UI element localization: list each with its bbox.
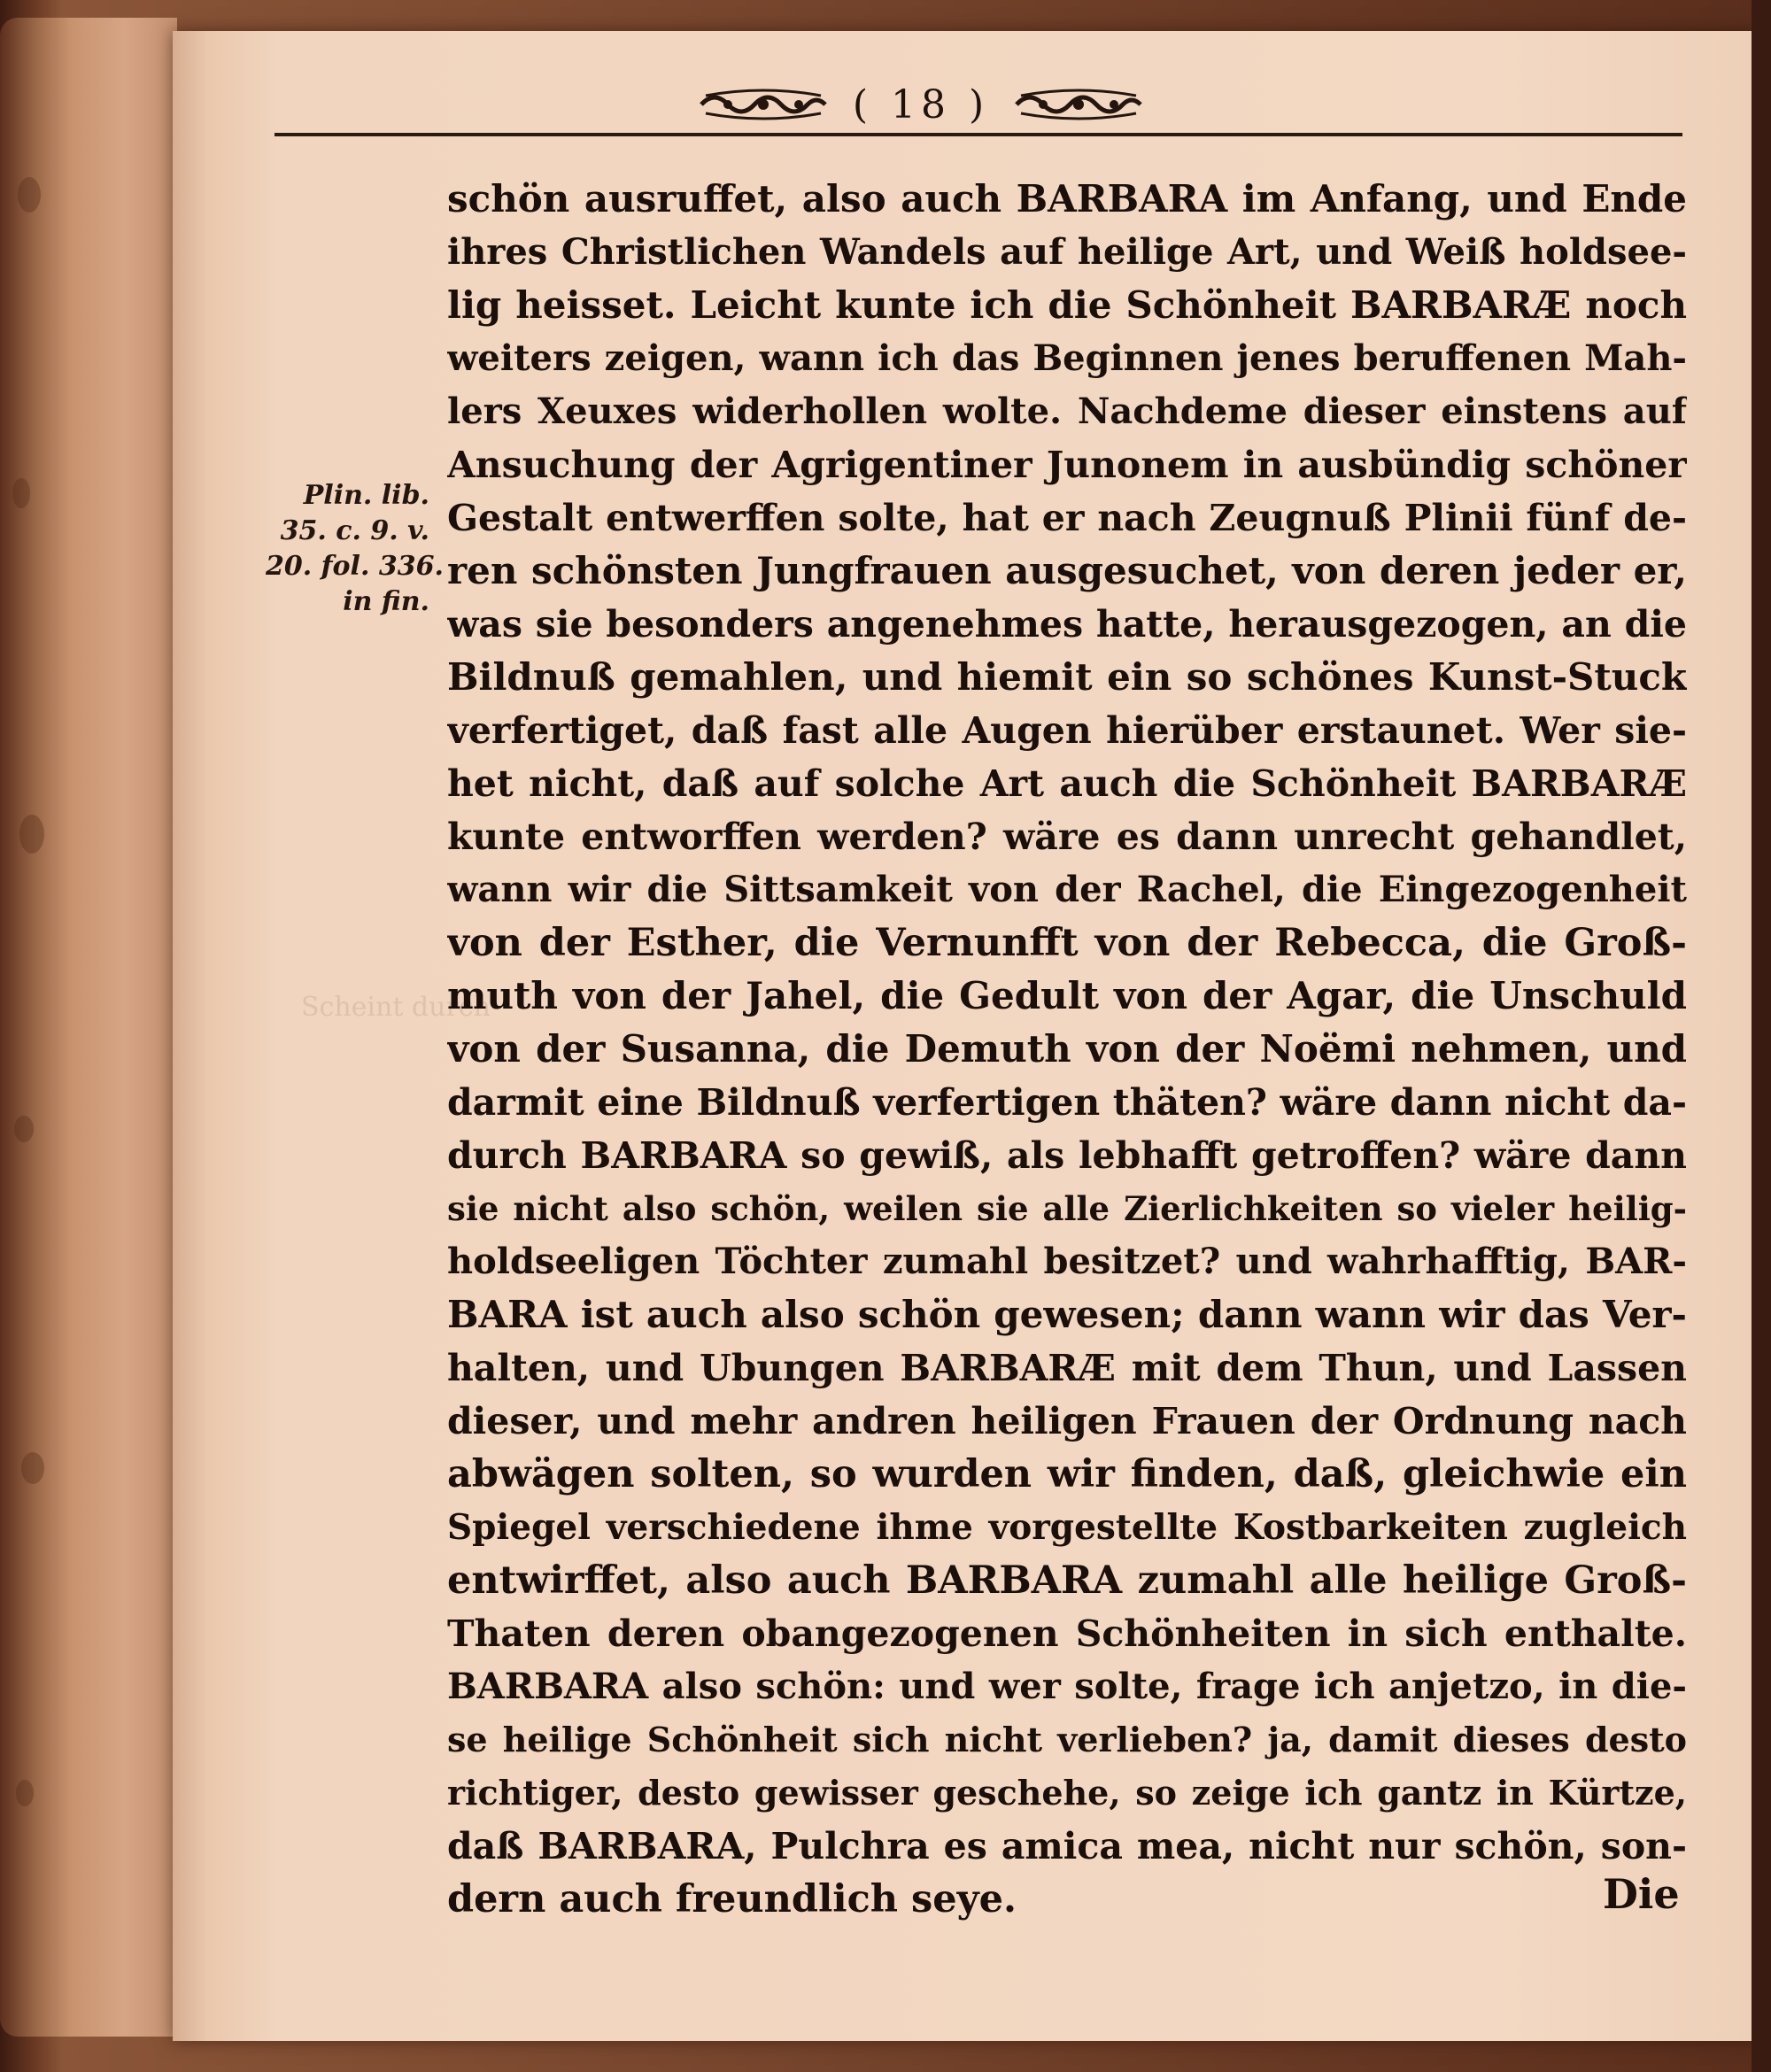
text-line: kunte entworffen werden? wäre es dann unrecht gehandlet,: [447, 816, 1687, 858]
margin-note-line: 20. fol. 336.: [266, 551, 444, 582]
text-line: Ansuchung der Agrigentiner Junonem in ausbündig schöner: [447, 444, 1687, 486]
text-line: BARA ist auch also schön gewesen; dann wann wir das Ver-: [447, 1293, 1687, 1336]
header-rule: [275, 133, 1682, 136]
margin-note-line: Plin. lib.: [303, 480, 429, 511]
left-ornament-icon: [697, 87, 830, 122]
text-line: se heilige Schönheit sich nicht verlieben? ja, damit dieses desto: [447, 1720, 1687, 1759]
text-line: halten, und Ubungen BARBARÆ mit dem Thun, und Lassen: [447, 1347, 1687, 1389]
text-line: wann wir die Sittsamkeit von der Rachel, die Eingezogenheit: [447, 869, 1687, 910]
text-line: abwägen solten, so wurden wir finden, daß, gleichwie ein: [447, 1452, 1687, 1496]
text-line: von der Esther, die Vernunfft von der Rebecca, die Groß-: [447, 921, 1687, 965]
text-line: weiters zeigen, wann ich das Beginnen jenes beruffenen Mah-: [447, 337, 1687, 379]
text-line: ren schönsten Jungfrauen ausgesuchet, von deren jeder er,: [447, 549, 1687, 592]
text-line: darmit eine Bildnuß verfertigen thäten? wäre dann nicht da-: [447, 1081, 1687, 1124]
text-line: durch BARBARA so gewiß, als lebhafft getroffen? wäre dann: [447, 1134, 1687, 1177]
text-line: holdseeligen Töchter zumahl besitzet? und wahrhafftig, BAR-: [447, 1241, 1687, 1282]
background-edge: [1752, 0, 1771, 2072]
text-line: dieser, und mehr andren heiligen Frauen der Ordnung nach: [447, 1400, 1687, 1442]
text-line: richtiger, desto gewisser geschehe, so zeige ich gantz in Kürtze,: [447, 1773, 1687, 1813]
text-line: Gestalt entwerffen solte, hat er nach Zeugnuß Plinii fünf de-: [447, 497, 1687, 539]
body-text: [447, 173, 1687, 1926]
text-line: Thaten deren obangezogenen Schönheiten in sich enthalte.: [447, 1612, 1687, 1655]
text-line: muth von der Jahel, die Gedult von der Agar, die Unschuld: [447, 974, 1687, 1017]
text-line: verfertiget, daß fast alle Augen hierüber erstaunet. Wer sie-: [447, 709, 1687, 752]
text-line: schön ausruffet, also auch BARBARA im Anfang, und Ende: [447, 177, 1687, 220]
text-line: BARBARA also schön: und wer solte, frage ich anjetzo, in die-: [447, 1666, 1687, 1707]
text-line: daß BARBARA, Pulchra es amica mea, nicht nur schön, son-: [447, 1825, 1687, 1867]
text-line: dern auch freundlich seye.: [447, 1877, 1017, 1921]
margin-note: [266, 478, 444, 620]
catchword: Die: [1603, 1870, 1680, 1918]
right-ornament-icon: [1012, 87, 1145, 122]
book-spine-edge: [0, 18, 177, 2037]
text-line: entwirffet, also auch BARBARA zumahl alle heilige Groß-: [447, 1558, 1687, 1603]
text-line: ihres Christlichen Wandels auf heilige Art, und Weiß holdsee-: [447, 231, 1687, 273]
page-number: ( 18 ): [852, 81, 990, 128]
book-photo: Scheint durch ( 18 ) Plin. lib. 35. c. 9. v. 20. fol. 336. in fin. schön ausruffet, also auch BARBARA im Anfang, und Ende ihres Christlichen Wandels auf heilige Art, und Weiß holdsee- lig heisset. Leicht kunte ich die Schönheit BARBARÆ noch weiters zeigen, wann ich das Beginnen jenes beruffenen Mah- lers Xeuxes widerhollen wolte. Nachdeme dieser einstens auf Ansuchung der Agrigentiner Junonem in ausbündig schöner Gestalt entwerffen solte, hat er nach Zeugnuß Plinii fünf de- ren schönsten Jungfrauen ausgesuchet, von deren jeder er, was sie besonders angenehmes hatte, herausgezogen, an die Bildnuß gemahlen, und hiemit ein so schönes Kunst-Stuck verfertiget, daß fast alle Augen hierüber erstaunet. Wer sie- het nicht, daß auf solche Art auch die Schönheit BARBARÆ kunte entworffen werden? wäre es dann unrecht gehandlet, wann wir die Sittsamkeit von der Rachel, die Eingezogenheit von der Esther, die Vernunfft von der Rebecca, die Groß- muth von der Jahel, die Gedult von der Agar, die Unschuld von der Susanna, die Demuth von der Noëmi nehmen, und darmit eine Bildnuß verfertigen thäten? wäre dann nicht da- durch BARBARA so gewiß, als lebhafft getroffen? wäre dann sie nicht also schön, weilen sie alle Zierlichkeiten so vieler heilig- holdseeligen Töchter zumahl besitzet? und wahrhafftig, BAR- BARA ist auch also schön gewesen; dann wann wir das Ver- halten, und Ubungen BARBARÆ mit dem Thun, und Lassen dieser, und mehr andren heiligen Frauen der Ordnung nach abwägen solten, so wurden wir finden, daß, gleichwie ein Spiegel verschiedene ihme vorgestellte Kostbarkeiten zugleich entwirffet, also auch BARBARA zumahl alle heilige Groß- Thaten deren obangezogenen Schönheiten in sich enthalte. BARBARA also schön: und wer solte, frage ich anjetzo, in die- se heilige Schönheit sich nicht verlieben? ja, damit dieses desto richtiger, desto gewisser geschehe, so zeige ich gantz in Kürtze, daß BARBARA, Pulchra es amica mea, nicht nur schön, son- dern auch freundlich seye. Die: [0, 0, 1771, 2072]
margin-note-line: in fin.: [343, 586, 429, 617]
margin-note-line: 35. c. 9. v.: [280, 515, 429, 546]
text-line: was sie besonders angenehmes hatte, herausgezogen, an die: [447, 603, 1687, 646]
running-head: [611, 69, 1231, 140]
text-line: sie nicht also schön, weilen sie alle Zierlichkeiten so vieler heilig-: [447, 1189, 1687, 1228]
text-line: lers Xeuxes widerhollen wolte. Nachdeme dieser einstens auf: [447, 390, 1687, 432]
text-line: Spiegel verschiedene ihme vorgestellte Kostbarkeiten zugleich: [447, 1507, 1687, 1548]
text-line: het nicht, daß auf solche Art auch die Schönheit BARBARÆ: [447, 762, 1687, 805]
text-line: Bildnuß gemahlen, und hiemit ein so schönes Kunst-Stuck: [447, 655, 1687, 699]
text-line: von der Susanna, die Demuth von der Noëmi nehmen, und: [447, 1027, 1687, 1071]
text-line: lig heisset. Leicht kunte ich die Schönheit BARBARÆ noch: [447, 283, 1687, 327]
